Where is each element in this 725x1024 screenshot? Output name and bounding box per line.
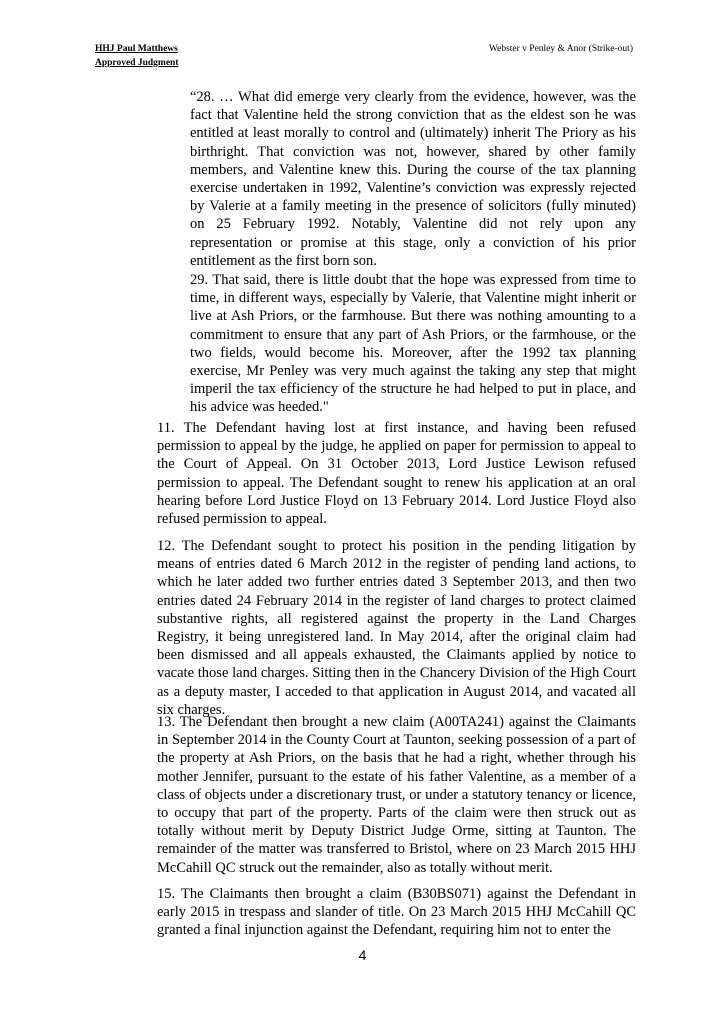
- quoted-paragraph-29: 29. That said, there is little doubt that the hope was expressed from time to time, in different ways, especially by Valerie, that Valentine might inherit or live at Ash Priors, or the farmhouse. But there was nothing amounting to a commitment to ensure that any part of Ash Priors, or the farmhouse, or the two fields, would become his. Moreover, after the 1992 tax planning exercise, Mr Penley was very much against the taking any step that might imperil the tax efficiency of the structure he had helped to put in place, and his advice was heeded.": [190, 272, 636, 416]
- quoted-paragraph-28: “28. … What did emerge very clearly from the evidence, however, was the fact that Valentine held the strong conviction that as the eldest son he was entitled at least morally to control and (ultimately) inherit The Priory as his birthright. That conviction was not, however, shared by other family members, and Valentine knew this. During the course of the tax planning exercise undertaken in 1992, Valentine’s conviction was expressly rejected by Valerie at a family meeting in the presence of solicitors (fully minuted) on 25 February 1992. Notably, Valentine did not rely upon any representation or promise at this stage, only a conviction of his prior entitlement as the first born son.: [190, 89, 636, 269]
- judgment-status: Approved Judgment: [95, 58, 179, 68]
- judge-name: HHJ Paul Matthews: [95, 44, 178, 54]
- page-number: 4: [358, 947, 367, 963]
- paragraph-13: 13. The Defendant then brought a new claim (A00TA241) against the Claimants in September 2014 in the County Court at Taunton, seeking possession of a part of the property at Ash Priors, on the basis that he had a right, whether through his mother Jennifer, pursuant to the estate of his father Valentine, as a member of a class of objects under a discretionary trust, or under a statutory tenancy or licence, to occupy that part of the property. Parts of the claim were then struck out as totally without merit by Deputy District Judge Orme, sitting at Taunton. The remainder of the matter was transferred to Bristol, where on 23 March 2015 HHJ McCahill QC struck out the remainder, also as totally without merit.: [157, 714, 636, 876]
- paragraph-11: 11. The Defendant having lost at first instance, and having been refused permission to appeal by the judge, he applied on paper for permission to appeal to the Court of Appeal. On 31 October 2013, Lord Justice Lewison refused permission to appeal. The Defendant sought to renew his application at an oral hearing before Lord Justice Floyd on 13 February 2014. Lord Justice Floyd also refused permission to appeal.: [157, 420, 636, 528]
- paragraph-15: 15. The Claimants then brought a claim (B30BS071) against the Defendant in early 2015 in trespass and slander of title. On 23 March 2015 HHJ McCahill QC granted a final injunction against the Defendant, requiring him not to enter the: [157, 886, 636, 939]
- paragraph-12: 12. The Defendant sought to protect his position in the pending litigation by means of entries dated 6 March 2012 in the register of pending land actions, to which he later added two further entries dated 3 September 2013, and then two entries dated 24 February 2014 in the register of land charges to protect claimed substantive rights, all registered against the property in the Land Charges Registry, it being unregistered land. In May 2014, after the original claim had been dismissed and all appeals exhausted, the Claimants applied by notice to vacate those land charges. Sitting then in the Chancery Division of the High Court as a deputy master, I acceded to that application in August 2014, and vacated all six charges.: [157, 538, 636, 718]
- case-title: Webster v Penley & Anor (Strike-out): [488, 44, 633, 54]
- running-header-left: [95, 42, 179, 70]
